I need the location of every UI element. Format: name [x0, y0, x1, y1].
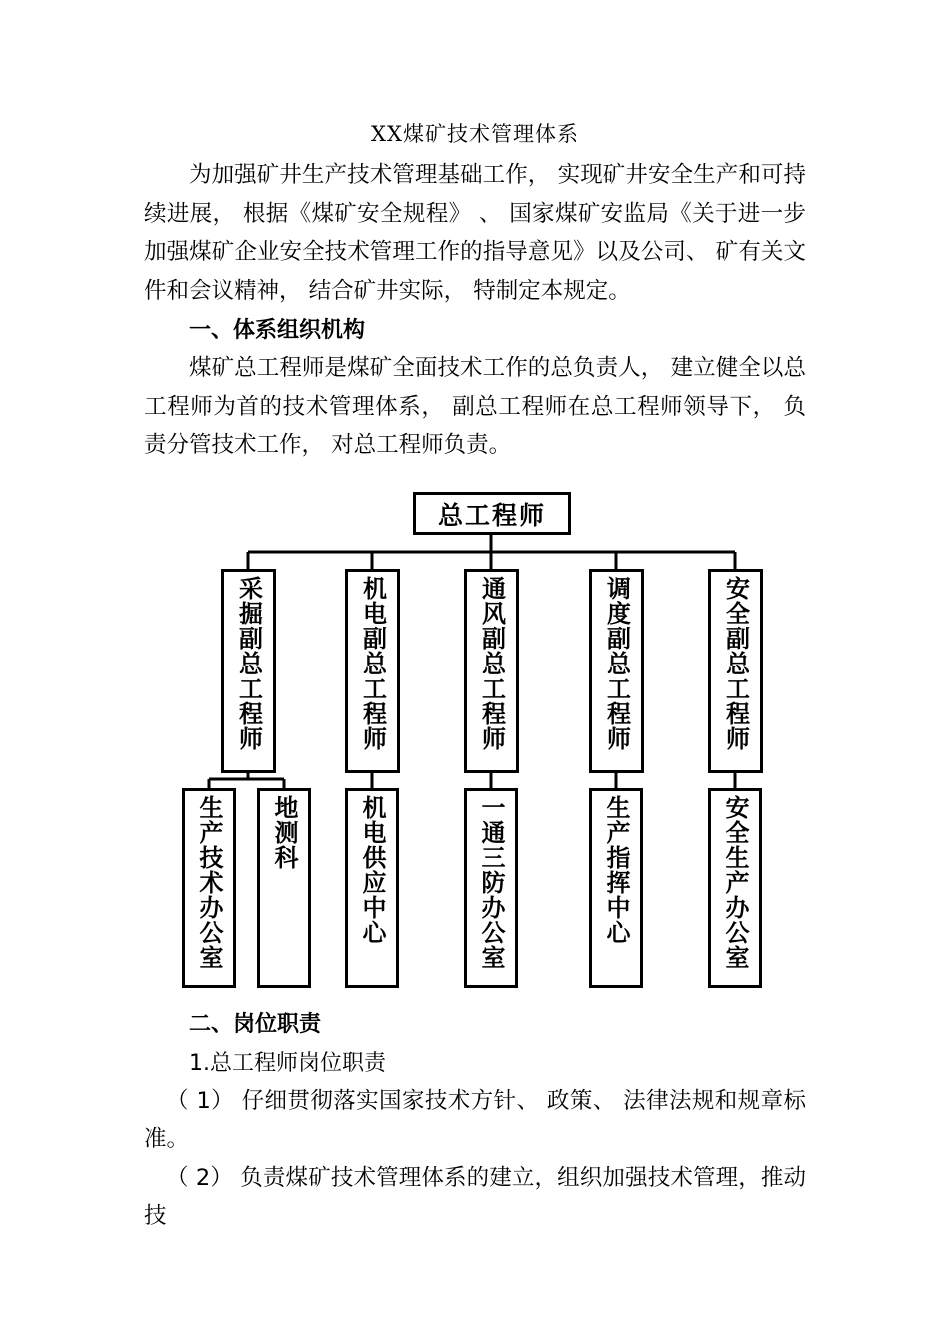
org-root-box: [413, 492, 571, 535]
org-deputy-box: [221, 569, 276, 773]
org-department-label: 生产技术办公室: [195, 795, 223, 970]
org-deputy-label: 机电副总工程师: [358, 576, 387, 751]
org-department-box: [345, 788, 399, 988]
org-deputy-box: [464, 569, 519, 773]
document-title: XX煤矿技术管理体系: [371, 122, 579, 146]
intro-paragraph: 为加强矿井生产技术管理基础工作， 实现矿井安全生产和可持续进展， 根据《煤矿安全规程》 、 国家煤矿安监局《关于进一步加强煤矿企业安全技术管理工作的指导意见》以及公司、 矿有关文件和会议精神， 结合矿井实际， 特制定本规定。: [144, 162, 806, 304]
org-department-box: [182, 788, 236, 988]
org-deputy-box: [345, 569, 400, 773]
org-department-box: [589, 788, 643, 988]
org-deputy-label: 调度副总工程师: [602, 576, 631, 751]
subsection1-title: 1.总工程师岗位职责: [189, 1051, 386, 1076]
section2-heading: 二、岗位职责: [189, 1012, 322, 1037]
section1-paragraph: 煤矿总工程师是煤矿全面技术工作的总负责人， 建立健全以总工程师为首的技术管理体系， 副总工程师在总工程师领导下， 负责分管技术工作， 对总工程师负责。: [144, 355, 806, 458]
org-deputy-label: 采掘副总工程师: [234, 576, 263, 751]
org-department-box: [464, 788, 518, 988]
org-department-label: 机电供应中心: [358, 795, 386, 945]
org-deputy-box: [708, 569, 763, 773]
org-department-label: 生产指挥中心: [602, 795, 630, 945]
org-department-label: 安全生产办公室: [721, 795, 749, 970]
org-deputy-label: 通风副总工程师: [477, 576, 506, 751]
org-department-label: 一通三防办公室: [477, 795, 505, 970]
org-deputy-box: [589, 569, 644, 773]
duty-item-2: （ 2） 负责煤矿技术管理体系的建立，组织加强技术管理，推动技: [144, 1165, 806, 1229]
org-root-label: 总工程师: [437, 500, 546, 530]
org-deputy-label: 安全副总工程师: [721, 576, 750, 751]
org-department-box: [708, 788, 762, 988]
duty-item-1: （ 1） 仔细贯彻落实国家技术方针、 政策、 法律法规和规章标准。: [144, 1088, 806, 1152]
org-department-box: [257, 788, 311, 988]
section1-heading: 一、体系组织机构: [189, 318, 366, 343]
org-department-label: 地测科: [270, 795, 298, 870]
